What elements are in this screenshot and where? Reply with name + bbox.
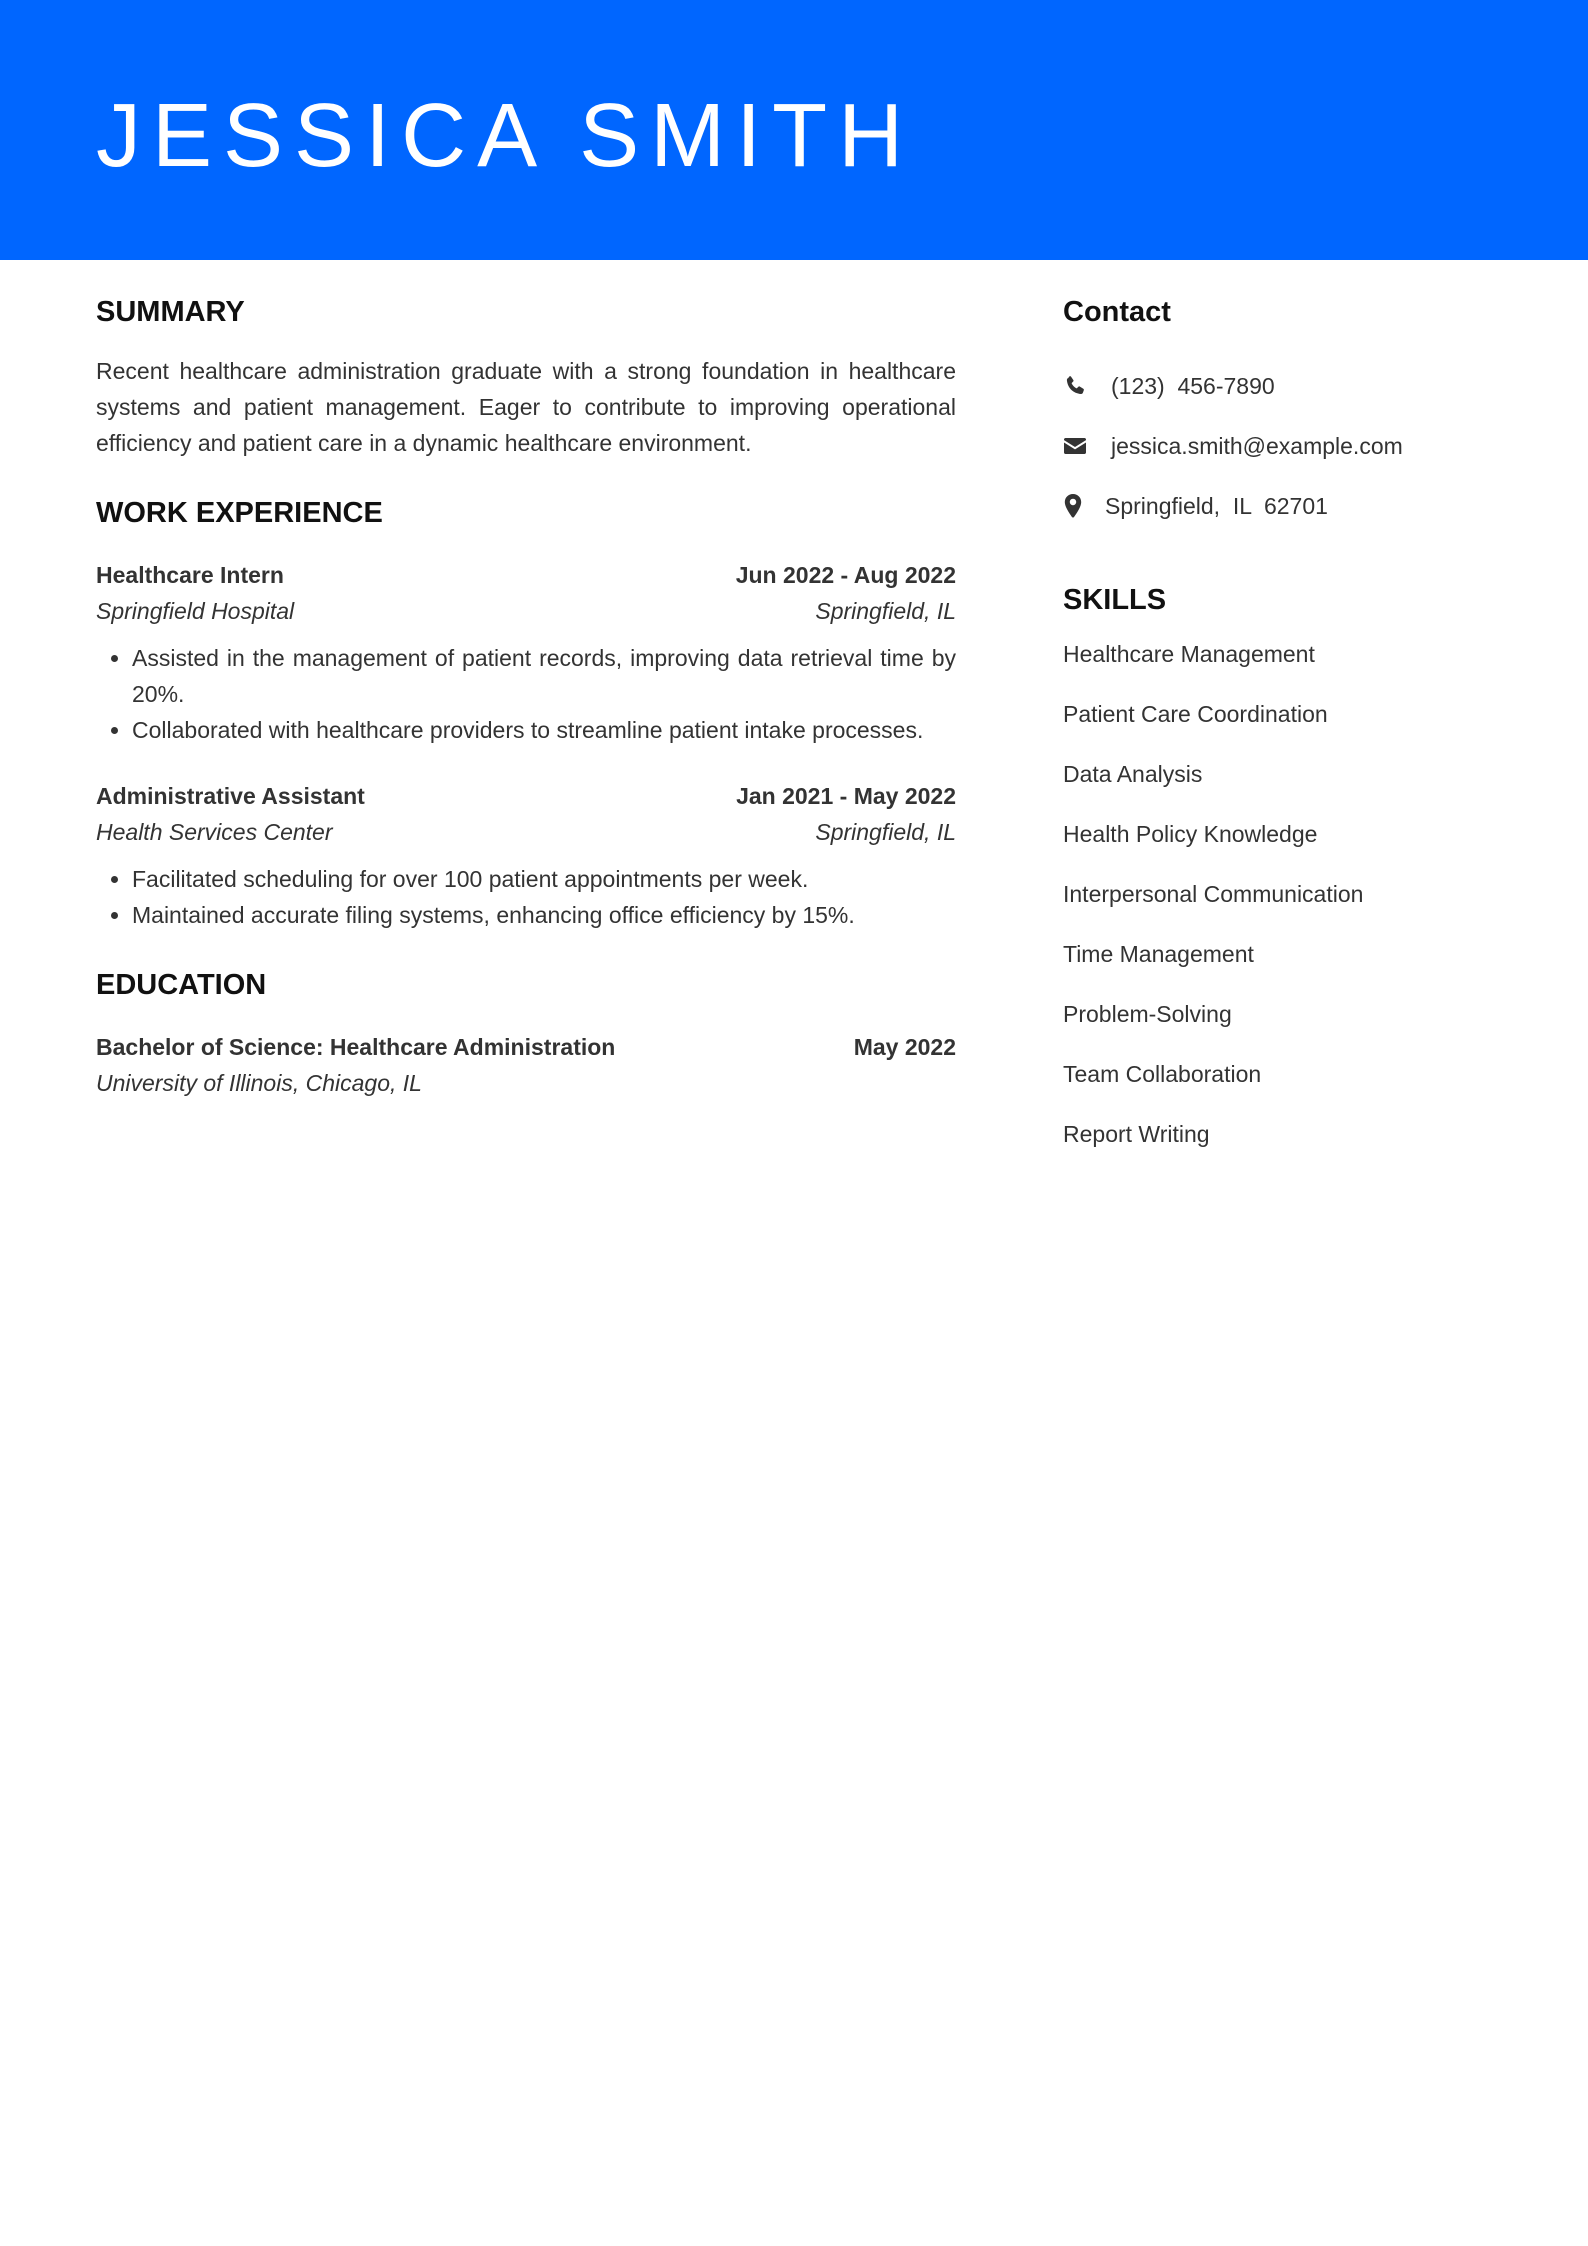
skill-item: Health Policy Knowledge bbox=[1063, 821, 1318, 847]
work-experience-heading: WORK EXPERIENCE bbox=[96, 497, 383, 529]
job-organization: Health Services Center bbox=[96, 819, 333, 845]
job-dates: Jun 2022 - Aug 2022 bbox=[735, 562, 956, 588]
skill-item: Healthcare Management bbox=[1063, 641, 1315, 667]
summary-heading: SUMMARY bbox=[96, 296, 245, 328]
job-title: Healthcare Intern bbox=[96, 562, 284, 588]
skill-item: Report Writing bbox=[1063, 1121, 1210, 1147]
email-address[interactable]: jessica.smith@example.com bbox=[1111, 432, 1403, 459]
skill-item: Interpersonal Communication bbox=[1063, 881, 1364, 907]
job-title: Administrative Assistant bbox=[96, 783, 365, 809]
envelope-icon bbox=[1063, 434, 1087, 458]
contact-heading: Contact bbox=[1063, 296, 1171, 328]
job-bullet: • Facilitated scheduling for over 100 patient appointments per week. bbox=[132, 861, 956, 897]
education-heading: EDUCATION bbox=[96, 969, 267, 1001]
job-bullets bbox=[96, 861, 956, 933]
map-pin-icon bbox=[1063, 494, 1083, 518]
skill-item: Data Analysis bbox=[1063, 761, 1203, 787]
job-bullets bbox=[96, 640, 956, 748]
skill-item: Time Management bbox=[1063, 941, 1254, 967]
skills-heading: SKILLS bbox=[1063, 584, 1167, 616]
contact-email bbox=[1063, 416, 1523, 476]
job-location: Springfield, IL bbox=[815, 598, 956, 624]
header-banner bbox=[0, 0, 1588, 260]
job-entry bbox=[96, 557, 956, 748]
job-bullet: • Maintained accurate filing systems, enhancing office efficiency by 15%. bbox=[132, 897, 956, 933]
job-bullet: • Collaborated with healthcare providers to streamline patient intake processes. bbox=[132, 712, 956, 748]
contact-address bbox=[1063, 476, 1523, 536]
phone-icon bbox=[1063, 374, 1087, 398]
skill-item: Patient Care Coordination bbox=[1063, 701, 1328, 727]
skills-section bbox=[1063, 578, 1523, 1176]
phone-number[interactable]: (123) 456-7890 bbox=[1111, 372, 1275, 399]
sidebar-column bbox=[1063, 290, 1523, 1176]
main-column bbox=[96, 290, 956, 1101]
job-organization: Springfield Hospital bbox=[96, 598, 295, 624]
contact-section bbox=[1063, 290, 1523, 536]
job-bullet: • Assisted in the management of patient records, improving data retrieval time by 20%. bbox=[132, 640, 956, 712]
education-section bbox=[96, 963, 956, 1101]
degree: Bachelor of Science: Healthcare Administration bbox=[96, 1034, 616, 1060]
work-experience-section bbox=[96, 491, 956, 933]
education-entry bbox=[96, 1029, 956, 1101]
summary-section bbox=[96, 290, 956, 461]
job-location: Springfield, IL bbox=[815, 819, 956, 845]
graduation-date: May 2022 bbox=[853, 1034, 956, 1060]
job-entry bbox=[96, 778, 956, 933]
skill-item: Team Collaboration bbox=[1063, 1061, 1262, 1087]
summary-text: Recent healthcare administration graduate with a strong foundation in healthcare systems and patient management. Eager to contribute to improving operational efficiency and patient care in a dynamic healthcare environment. bbox=[96, 358, 956, 456]
contact-phone bbox=[1063, 356, 1523, 416]
skill-item: Problem-Solving bbox=[1063, 1001, 1232, 1027]
candidate-name: JESSICA SMITH bbox=[96, 86, 915, 186]
school: University of Illinois, Chicago, IL bbox=[96, 1070, 422, 1096]
address: Springfield, IL 62701 bbox=[1105, 492, 1328, 519]
job-dates: Jan 2021 - May 2022 bbox=[736, 783, 956, 809]
